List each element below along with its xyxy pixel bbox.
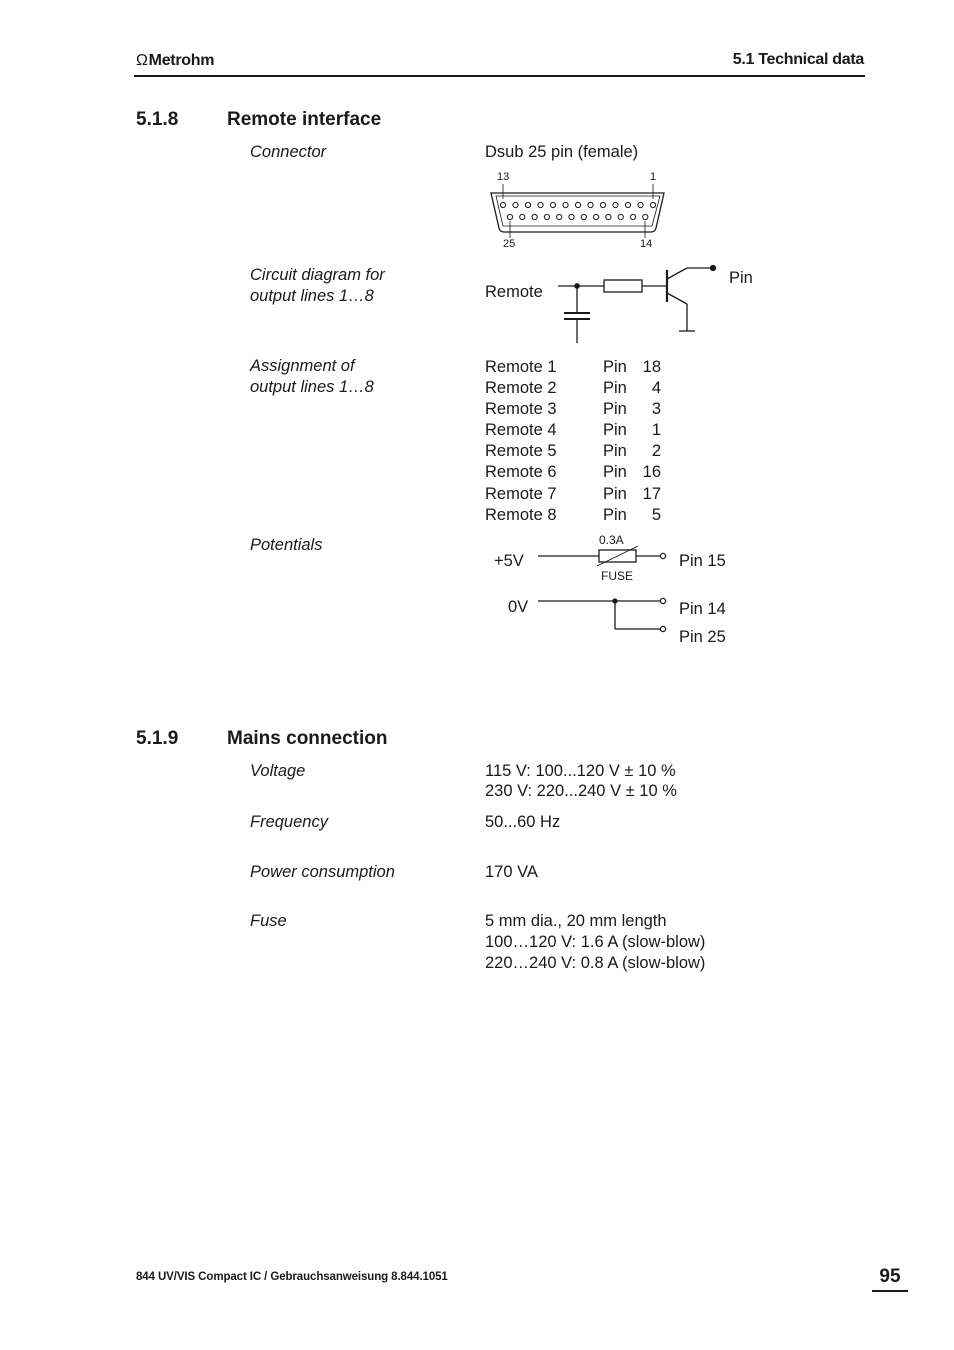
fuse-spec-2: 100…120 V: 1.6 A (slow-blow)	[485, 933, 706, 951]
circuit-remote-label: Remote	[485, 283, 543, 301]
pin15-label: Pin 15	[679, 552, 726, 570]
list-item: Remote 4 Pin 1	[485, 421, 661, 440]
dsub-pin-hole	[650, 202, 655, 207]
logo-text: Metrohm	[148, 52, 215, 69]
dsub-inner	[496, 196, 660, 226]
fuse-rating-label: 0.3A	[599, 533, 624, 547]
plus5v-label: +5V	[494, 552, 524, 570]
list-item: Remote 5 Pin 2	[485, 442, 661, 461]
dsub-pin-hole	[557, 214, 562, 219]
dsub-pin-hole	[544, 214, 549, 219]
dsub-pin-hole	[588, 202, 593, 207]
dsub-shell	[491, 193, 664, 232]
dsub-pin-hole	[507, 214, 512, 219]
zero-v-label: 0V	[508, 598, 529, 616]
connector-value: Dsub 25 pin (female)	[485, 143, 639, 161]
fuse-symbol	[599, 550, 636, 562]
dsub-pin-label-25: 25	[503, 238, 516, 250]
assignment-label-line2: output lines 1…8	[250, 378, 374, 396]
page-number-rule	[872, 1290, 908, 1292]
circuit-label-line2: output lines 1…8	[250, 287, 374, 305]
dsub-pin-hole	[625, 202, 630, 207]
frequency-value: 50...60 Hz	[485, 813, 561, 831]
list-item: Remote 3 Pin 3	[485, 400, 661, 419]
dsub-pin-hole	[525, 202, 530, 207]
dsub-pin-hole	[532, 214, 537, 219]
fuse-label: FUSE	[601, 569, 634, 583]
omega-logo-icon: Ω	[136, 52, 148, 69]
remote-assignment-list	[485, 357, 661, 526]
dsub-pin-hole	[643, 214, 648, 219]
pin25-terminal	[660, 626, 665, 631]
dsub-pin-hole	[613, 202, 618, 207]
junction-dot	[575, 284, 579, 288]
list-item: Remote 2 Pin 4	[485, 379, 661, 398]
dsub-pin-hole	[513, 202, 518, 207]
circuit-label-line1: Circuit diagram for	[250, 266, 385, 284]
fuse-spec-label: Fuse	[250, 912, 287, 930]
resistor-symbol	[604, 280, 642, 292]
list-item: Remote 6 Pin 16	[485, 463, 661, 482]
dsub-pin-label-14: 14	[640, 238, 653, 250]
section-number-mains: 5.1.9	[136, 728, 179, 749]
list-item: Remote 7 Pin 17	[485, 484, 661, 503]
pin25-label: Pin 25	[679, 628, 726, 646]
junction-dot	[613, 599, 617, 603]
voltage-value-1: 115 V: 100...120 V ± 10 %	[485, 762, 676, 780]
pin14-terminal	[660, 598, 665, 603]
dsub-pin-hole	[563, 202, 568, 207]
section-number-remote: 5.1.8	[136, 109, 179, 130]
dsub-pin-hole	[538, 202, 543, 207]
metrohm-logo	[136, 52, 214, 70]
power-value: 170 VA	[485, 863, 538, 881]
section-title-remote: Remote interface	[227, 109, 382, 130]
frequency-label: Frequency	[250, 813, 328, 831]
dsub-pin-hole	[575, 202, 580, 207]
page-number: 95	[879, 1266, 901, 1287]
dsub-pin-hole	[600, 202, 605, 207]
header-rule	[134, 75, 865, 77]
list-item: Remote 8 Pin 5	[485, 505, 661, 524]
voltage-value-2: 230 V: 220...240 V ± 10 %	[485, 782, 677, 800]
footer-document-title: 844 UV/VIS Compact IC / Gebrauchsanweisung 8.844.1051	[136, 1271, 448, 1283]
dsub-pin-hole	[569, 214, 574, 219]
dsub-pin-label-13: 13	[497, 171, 510, 183]
list-item: Remote 1 Pin 18	[485, 358, 661, 376]
circuit-pin-label: Pin	[729, 269, 753, 287]
header-section-title: 5.1 Technical data	[732, 51, 864, 68]
fuse-spec-3: 220…240 V: 0.8 A (slow-blow)	[485, 954, 706, 972]
dsub-pin-hole	[594, 214, 599, 219]
dsub-pin-hole	[581, 214, 586, 219]
dsub-pin-hole	[618, 214, 623, 219]
dsub-pin-hole	[606, 214, 611, 219]
pin15-terminal	[660, 553, 665, 558]
connector-label: Connector	[250, 143, 327, 161]
dsub-pin-label-1: 1	[650, 171, 657, 183]
power-label: Power consumption	[250, 863, 395, 881]
dsub-pin-hole	[550, 202, 555, 207]
fuse-spec-1: 5 mm dia., 20 mm length	[485, 912, 667, 930]
dsub-pin-hole	[638, 202, 643, 207]
pin-terminal-dot	[711, 266, 716, 271]
pin14-label: Pin 14	[679, 600, 726, 618]
dsub-pin-hole	[500, 202, 505, 207]
potentials-label: Potentials	[250, 536, 323, 554]
assignment-label-line1: Assignment of	[250, 357, 355, 375]
dsub-pin-hole	[520, 214, 525, 219]
dsub-pin-holes	[500, 202, 655, 219]
voltage-label: Voltage	[250, 762, 306, 780]
section-title-mains: Mains connection	[227, 728, 388, 749]
dsub-pin-hole	[630, 214, 635, 219]
